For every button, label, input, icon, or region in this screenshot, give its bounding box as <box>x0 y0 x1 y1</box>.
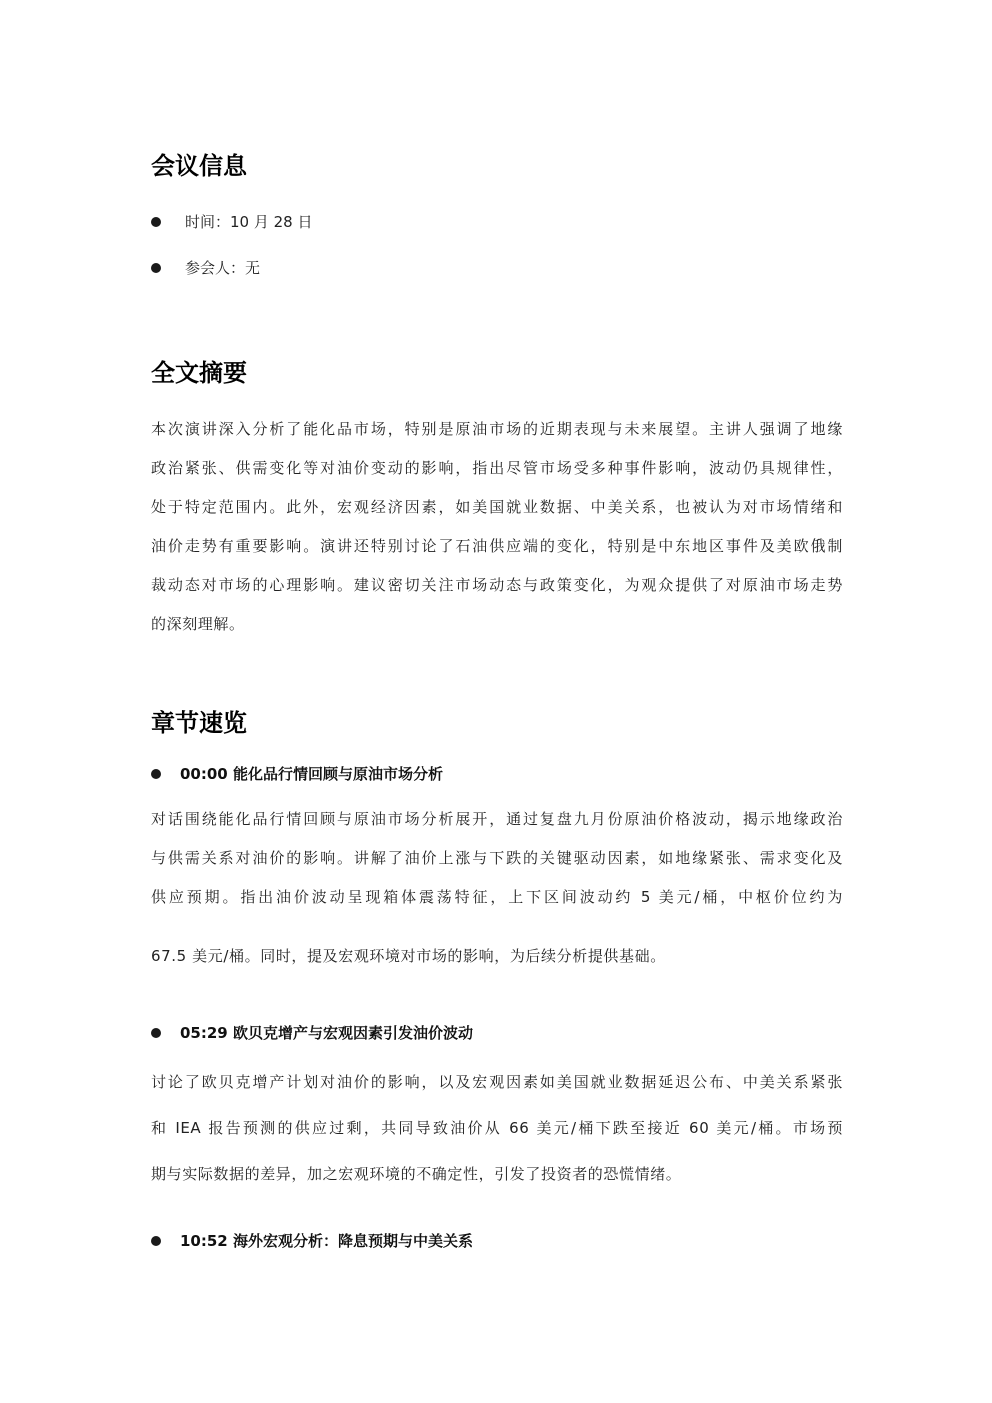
chapter-line: 期与实际数据的差异，加之宏观环境的不确定性，引发了投资者的恐慌情绪。 <box>151 1165 682 1183</box>
summary-line: 本次演讲深入分析了能化品市场，特别是原油市场的近期表现与未来展望。主讲人强调了地缘 <box>151 420 843 438</box>
bullet-icon <box>151 263 161 273</box>
chapter-paragraph <box>151 1059 843 1197</box>
meeting-attendees: 参会人：无 <box>185 259 261 277</box>
meeting-info-heading: 会议信息 <box>151 152 247 180</box>
chapter-line: 供应预期。指出油价波动呈现箱体震荡特征，上下区间波动约 5 美元/桶，中枢价位约为 <box>151 888 843 906</box>
summary-line: 处于特定范围内。此外，宏观经济因素，如美国就业数据、中美关系，也被认为对市场情绪和 <box>151 498 843 516</box>
meeting-time: 时间：10 月 28 日 <box>185 213 313 231</box>
chapter-line: 与供需关系对油价的影响。讲解了油价上涨与下跌的关键驱动因素，如地缘紧张、需求变化及 <box>151 849 843 867</box>
chapter-line: 和 IEA 报告预测的供应过剩，共同导致油价从 66 美元/桶下跌至接近 60 美元/桶。市场预 <box>151 1119 843 1137</box>
chapter-line: 对话围绕能化品行情回顾与原油市场分析展开，通过复盘九月份原油价格波动，揭示地缘政治 <box>151 810 843 828</box>
summary-line: 油价走势有重要影响。演讲还特别讨论了石油供应端的变化，特别是中东地区事件及美欧俄制 <box>151 537 843 555</box>
chapter-title: 10:52 海外宏观分析：降息预期与中美关系 <box>180 1232 473 1250</box>
chapters-heading: 章节速览 <box>151 709 247 737</box>
bullet-icon <box>151 1236 161 1246</box>
chapter-title: 05:29 欧贝克增产与宏观因素引发油价波动 <box>180 1024 473 1042</box>
summary-heading: 全文摘要 <box>151 359 247 387</box>
bullet-icon <box>151 1028 161 1038</box>
summary-line: 政治紧张、供需变化等对油价变动的影响，指出尽管市场受多种事件影响，波动仍具规律性， <box>151 459 843 477</box>
chapter-line: 讨论了欧贝克增产计划对油价的影响，以及宏观因素如美国就业数据延迟公布、中美关系紧张 <box>151 1073 843 1091</box>
bullet-icon <box>151 769 161 779</box>
chapter-paragraph <box>151 800 843 976</box>
summary-paragraph <box>151 410 843 644</box>
summary-line: 的深刻理解。 <box>151 615 245 633</box>
chapter-title: 00:00 能化品行情回顾与原油市场分析 <box>180 765 443 783</box>
summary-line: 裁动态对市场的心理影响。建议密切关注市场动态与政策变化，为观众提供了对原油市场走势 <box>151 576 843 594</box>
bullet-icon <box>151 217 161 227</box>
chapter-line: 67.5 美元/桶。同时，提及宏观环境对市场的影响，为后续分析提供基础。 <box>151 947 666 965</box>
